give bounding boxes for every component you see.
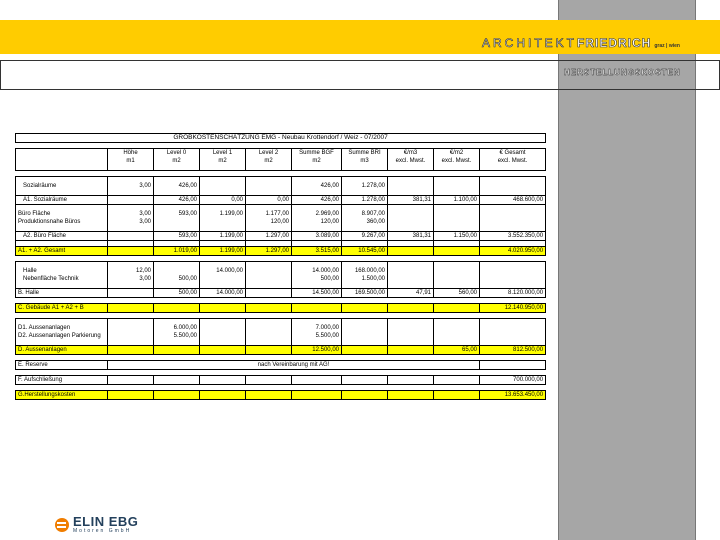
row-label: Sozialräume	[16, 182, 108, 190]
brand-part1: ARCHITEKT	[482, 36, 578, 50]
table-cell	[200, 346, 246, 355]
table-cell	[200, 376, 246, 385]
table-cell: 65,00	[434, 346, 480, 355]
table-cell	[388, 267, 434, 275]
table-cell: 500,00	[154, 289, 200, 298]
reserve-note: nach Vereinbarung mit AG!	[108, 361, 480, 370]
table-cell: 4.020.950,00	[480, 247, 546, 256]
table-cell	[434, 391, 480, 400]
table-cell	[434, 210, 480, 218]
row-label: D. Aussenanlagen	[16, 346, 108, 355]
table-cell: 12,00	[108, 267, 154, 275]
table-cell: 1.150,00	[434, 232, 480, 241]
table-cell	[388, 210, 434, 218]
table-cell: 500,00	[154, 275, 200, 283]
table-row	[16, 196, 546, 205]
table-cell	[342, 346, 388, 355]
row-label: D2. Aussenanlagen Parkierung	[16, 332, 108, 340]
table-cell: 426,00	[154, 196, 200, 205]
table-cell: 3,00	[108, 182, 154, 190]
row-label: G.Herstellungskosten	[16, 391, 108, 400]
table-row-reserve	[16, 361, 546, 370]
table-cell	[434, 267, 480, 275]
table-cell	[434, 218, 480, 226]
table-cell	[246, 391, 292, 400]
table-cell: 1.199,00	[200, 247, 246, 256]
table-cell: 3.089,00	[292, 232, 342, 241]
elin-ebg-logo	[54, 515, 138, 534]
table-cell: 9.267,00	[342, 232, 388, 241]
table-cell: 14.500,00	[292, 289, 342, 298]
table-row	[16, 267, 546, 275]
table-cell: 1.297,00	[246, 232, 292, 241]
table-cell	[246, 267, 292, 275]
table-cell	[480, 267, 546, 275]
table-row	[16, 210, 546, 218]
table-cell	[342, 332, 388, 340]
table-cell	[200, 324, 246, 332]
header-row-1: Höhe Level 0 Level 1 Level 2 Summe BGF Summe BRI €/m3 €/m2 € Gesamt	[16, 149, 546, 158]
table-cell	[154, 391, 200, 400]
table-row	[16, 332, 546, 340]
row-label: Nebenfläche Technik	[16, 275, 108, 283]
row-label: Büro Fläche	[16, 210, 108, 218]
table-cell	[434, 332, 480, 340]
table-cell: 6.000,00	[154, 324, 200, 332]
table-cell: 1.199,00	[200, 210, 246, 218]
row-label: Halle	[16, 267, 108, 275]
table-cell	[292, 376, 342, 385]
table-cell	[154, 304, 200, 313]
table-cell	[434, 247, 480, 256]
table-cell	[388, 247, 434, 256]
table-title: GROBKOSTENSCHÄTZUNG EMG - Neubau Krottendorf / Weiz - 07/2007	[16, 134, 546, 143]
header-row-2: m1 m2 m2 m2 m2 m3 excl. Mwst. excl. Mwst. excl. Mwst.	[16, 157, 546, 165]
row-label: B. Halle	[16, 289, 108, 298]
table-cell: 1.019,00	[154, 247, 200, 256]
table-cell: 468.600,00	[480, 196, 546, 205]
table-cell	[200, 275, 246, 283]
table-row	[16, 289, 546, 298]
row-label: A1. Sozialräume	[16, 196, 108, 205]
table-cell	[342, 391, 388, 400]
table-cell	[108, 332, 154, 340]
table-cell	[108, 289, 154, 298]
table-cell	[108, 304, 154, 313]
table-cell	[200, 391, 246, 400]
table-cell	[292, 304, 342, 313]
table-cell	[154, 218, 200, 226]
table-cell: 381,31	[388, 232, 434, 241]
table-cell: 593,00	[154, 232, 200, 241]
table-cell	[108, 247, 154, 256]
table-cell: 593,00	[154, 210, 200, 218]
table-cell: 1.500,00	[342, 275, 388, 283]
table-cell	[246, 289, 292, 298]
table-cell: 3,00	[108, 218, 154, 226]
table-cell	[200, 218, 246, 226]
table-cell: 3.552.350,00	[480, 232, 546, 241]
table-cell: 8.907,00	[342, 210, 388, 218]
table-cell	[108, 346, 154, 355]
table-cell: 426,00	[154, 182, 200, 190]
table-cell: 2.969,00	[292, 210, 342, 218]
table-cell	[108, 196, 154, 205]
table-cell: 13.653.450,00	[480, 391, 546, 400]
table-cell: 120,00	[292, 218, 342, 226]
table-cell	[246, 275, 292, 283]
row-label: E. Reserve	[16, 361, 108, 370]
table-cell: 381,31	[388, 196, 434, 205]
table-cell	[292, 391, 342, 400]
row-label: A1. + A2. Gesamt	[16, 247, 108, 256]
section-title: HERSTELLUNGSKOSTEN	[564, 68, 681, 77]
table-cell	[388, 376, 434, 385]
table-cell: 169.500,00	[342, 289, 388, 298]
table-cell: 5.500,00	[292, 332, 342, 340]
table-cell: 3,00	[108, 210, 154, 218]
table-cell	[342, 376, 388, 385]
table-cell	[200, 304, 246, 313]
table-cell	[154, 267, 200, 275]
table-cell: 3,00	[108, 275, 154, 283]
logo-name: ELIN EBG	[73, 514, 139, 529]
table-cell: 0,00	[200, 196, 246, 205]
table-cell	[246, 346, 292, 355]
cost-table	[15, 133, 545, 473]
table-title-row	[16, 134, 546, 143]
table-cell	[154, 346, 200, 355]
table-cell	[434, 275, 480, 283]
row-label: Produktionsnahe Büros	[16, 218, 108, 226]
table-cell	[200, 332, 246, 340]
row-label: F. Aufschließung	[16, 376, 108, 385]
table-cell: 12.140.950,00	[480, 304, 546, 313]
table-row	[16, 346, 546, 355]
table-cell	[388, 182, 434, 190]
table-cell: 426,00	[292, 182, 342, 190]
table-cell: 560,00	[434, 289, 480, 298]
table-cell: 14.000,00	[292, 267, 342, 275]
table-cell: 700.000,00	[480, 376, 546, 385]
table-cell	[480, 275, 546, 283]
table-cell	[388, 324, 434, 332]
table-cell	[480, 218, 546, 226]
cost-table-grid	[15, 133, 546, 400]
table-cell	[246, 376, 292, 385]
table-cell: 360,00	[342, 218, 388, 226]
table-cell	[246, 332, 292, 340]
table-cell	[108, 232, 154, 241]
table-cell: 1.278,00	[342, 182, 388, 190]
table-cell	[434, 324, 480, 332]
table-cell	[388, 218, 434, 226]
table-cell	[388, 391, 434, 400]
table-cell	[480, 332, 546, 340]
table-cell	[108, 376, 154, 385]
table-row	[16, 391, 546, 400]
table-cell: 8.120.000,00	[480, 289, 546, 298]
table-cell	[342, 324, 388, 332]
table-cell	[246, 182, 292, 190]
table-row	[16, 376, 546, 385]
table-cell: 426,00	[292, 196, 342, 205]
row-label: C. Gebäude A1 + A2 + B	[16, 304, 108, 313]
table-cell	[200, 182, 246, 190]
table-cell	[480, 210, 546, 218]
table-cell	[246, 324, 292, 332]
brand-part2: FRIEDRICH	[577, 36, 652, 50]
table-cell	[434, 304, 480, 313]
table-row	[16, 275, 546, 283]
table-cell	[388, 304, 434, 313]
table-cell: 1.278,00	[342, 196, 388, 205]
table-row	[16, 232, 546, 241]
table-cell: 1.177,00	[246, 210, 292, 218]
row-label: D1. Aussenanlagen	[16, 324, 108, 332]
row-label: A2. Büro Fläche	[16, 232, 108, 241]
table-cell: 120,00	[246, 218, 292, 226]
table-cell	[108, 391, 154, 400]
table-cell: 1.100,00	[434, 196, 480, 205]
table-cell	[434, 376, 480, 385]
table-cell	[108, 324, 154, 332]
table-row	[16, 304, 546, 313]
table-cell	[342, 304, 388, 313]
table-cell: 47,91	[388, 289, 434, 298]
table-row	[16, 218, 546, 226]
table-cell: 0,00	[246, 196, 292, 205]
table-row	[16, 247, 546, 256]
table-cell: 14.000,00	[200, 267, 246, 275]
table-cell: 812.500,00	[480, 346, 546, 355]
table-cell: 3.515,00	[292, 247, 342, 256]
table-row	[16, 182, 546, 190]
table-cell	[480, 324, 546, 332]
table-cell	[388, 346, 434, 355]
table-cell	[388, 332, 434, 340]
brand-suffix: graz | wien	[654, 43, 680, 49]
table-cell: 14.000,00	[200, 289, 246, 298]
table-cell: 1.199,00	[200, 232, 246, 241]
table-cell: 1.297,00	[246, 247, 292, 256]
table-cell: 5.500,00	[154, 332, 200, 340]
table-cell	[154, 376, 200, 385]
table-cell: 12.500,00	[292, 346, 342, 355]
table-row	[16, 324, 546, 332]
logo-sub: Motoren GmbH	[73, 528, 132, 534]
table-cell	[480, 182, 546, 190]
table-cell: 168.000,00	[342, 267, 388, 275]
brand-logo	[482, 36, 680, 50]
elin-ebg-logo-icon	[54, 517, 70, 533]
table-cell: 7.000,00	[292, 324, 342, 332]
table-cell: 500,00	[292, 275, 342, 283]
table-cell	[434, 182, 480, 190]
table-cell: 10.545,00	[342, 247, 388, 256]
table-cell	[246, 304, 292, 313]
table-cell	[388, 275, 434, 283]
